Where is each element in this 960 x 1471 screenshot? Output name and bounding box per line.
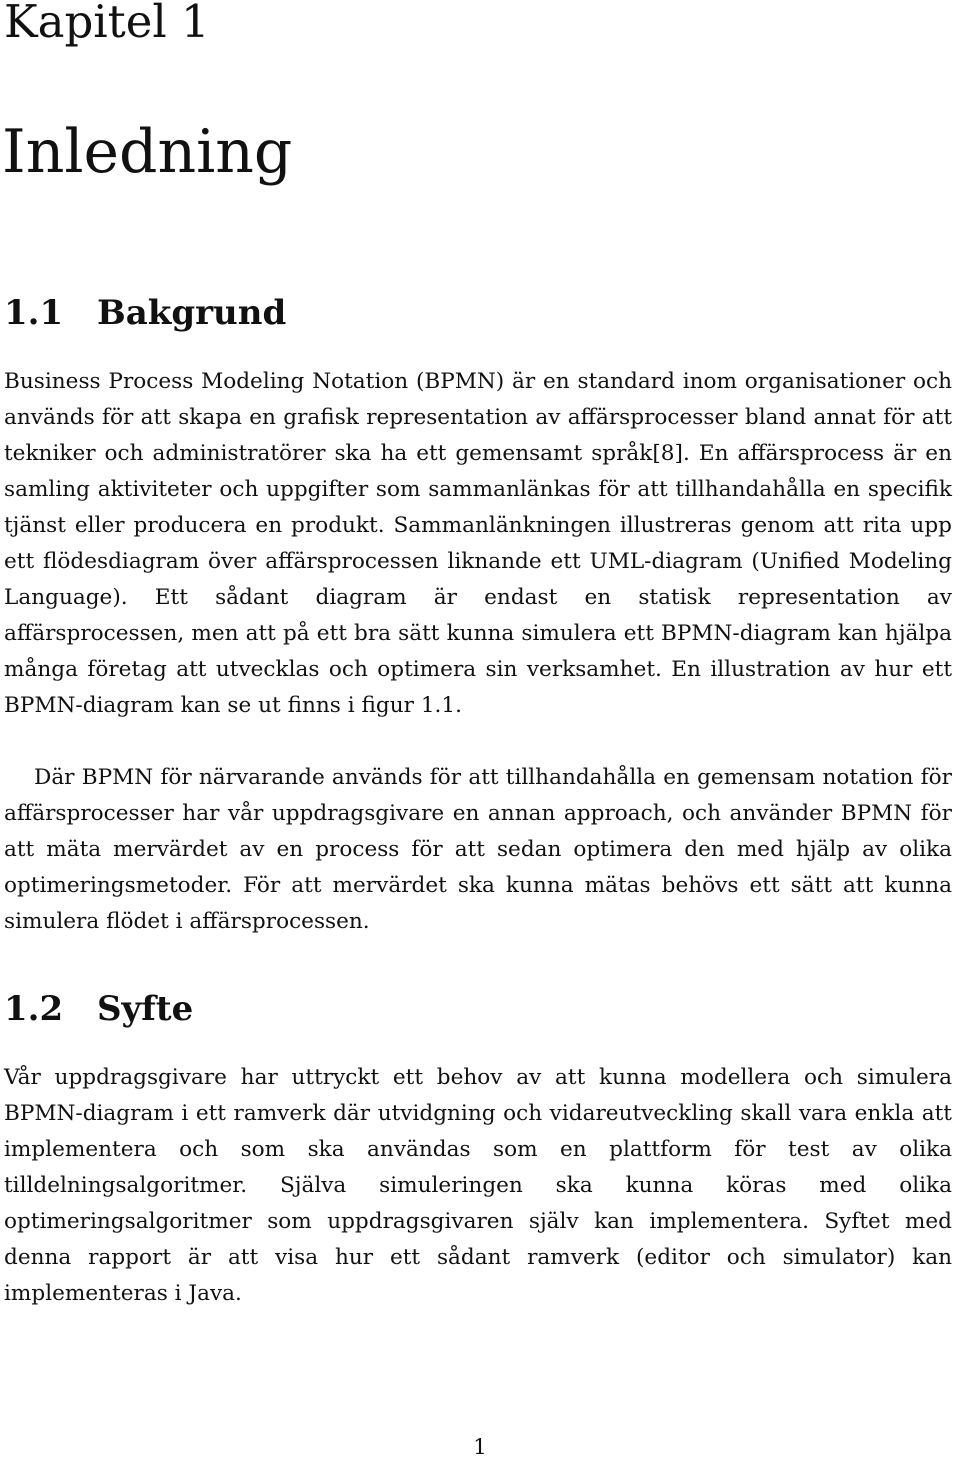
section-title: Bakgrund (97, 293, 287, 333)
section-number: 1.1 (4, 293, 64, 333)
section-heading-bakgrund (4, 291, 286, 335)
section-heading-syfte (4, 987, 193, 1031)
paragraph-bakgrund-2: Där BPMN för närvarande används för att tillhandahålla en gemensam notation för affärsprocesser har vår uppdragsgivare en annan approach, och använder BPMN för att mäta mervärdet av en process för att sedan optimera den med hjälp av olika optimeringsmetoder. För att mervärdet ska kunna mätas behövs ett sätt att kunna simulera flödet i affärsprocessen. (4, 765, 952, 934)
section-number: 1.2 (4, 989, 64, 1029)
section-title: Syfte (97, 989, 194, 1029)
chapter-title: Inledning (2, 117, 293, 187)
page-number: 1 (473, 1435, 487, 1460)
paragraph-bakgrund-1: Business Process Modeling Notation (BPMN) är en standard inom organisationer och används för att skapa en grafisk representation av affärsprocesser bland annat för att tekniker och administratörer ska ha ett gemensamt språk[8]. En affärsprocess är en samling aktiviteter och uppgifter som sammanlänkas för att tillhandahålla en specifik tjänst eller producera en produkt. Sammanlänkningen illustreras genom att rita upp ett flödesdiagram över affärsprocessen liknande ett UML-diagram (Unified Modeling Language). Ett sådant diagram är endast en statisk representation av affärsprocessen, men att på ett bra sätt kunna simulera ett BPMN-diagram kan hjälpa många företag att utvecklas och optimera sin verksamhet. En illustration av hur ett BPMN-diagram kan se ut finns i figur 1.1. (4, 369, 952, 718)
chapter-label: Kapitel 1 (4, 0, 210, 48)
paragraph-syfte-1: Vår uppdragsgivare har uttryckt ett behov av att kunna modellera och simulera BPMN-diagram i ett ramverk där utvidgning och vidareutveckling skall vara enkla att implementera och som ska användas som en plattform för test av olika tilldelningsalgoritmer. Själva simuleringen ska kunna köras med olika optimeringsalgoritmer som uppdragsgivaren själv kan implementera. Syftet med denna rapport är att visa hur ett sådant ramverk (editor och simulator) kan implementeras i Java. (4, 1065, 952, 1306)
